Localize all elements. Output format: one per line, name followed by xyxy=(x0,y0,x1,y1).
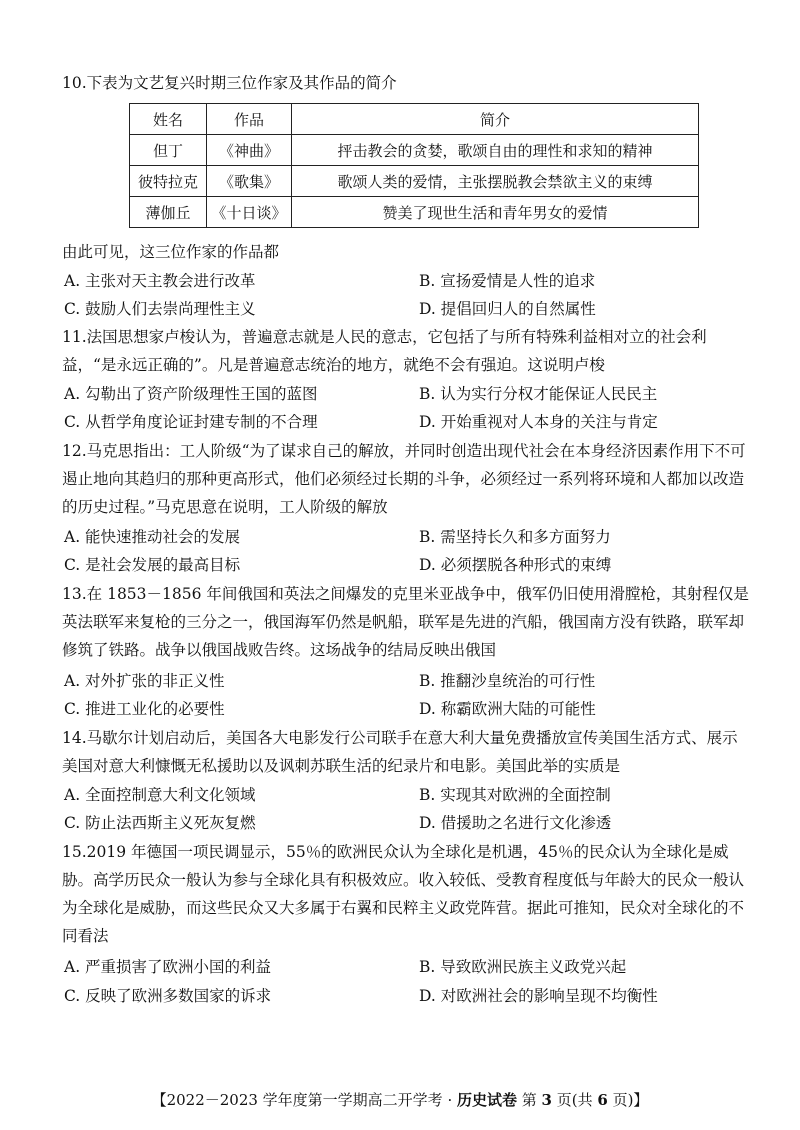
footer-subject: 历史试卷 xyxy=(456,1091,517,1109)
table-header-name: 姓名 xyxy=(130,104,207,135)
table-cell: 彼特拉克 xyxy=(130,166,207,197)
footer-exam-title: 【2022－2023 学年度第一学期高二开学考 · xyxy=(151,1091,457,1109)
table-cell: 《神曲》 xyxy=(207,135,292,166)
table-cell: 薄伽丘 xyxy=(130,197,207,228)
table-row xyxy=(130,135,699,166)
table-header-work: 作品 xyxy=(207,104,292,135)
question-13-stem: 13.在 1853－1856 年间俄国和英法之间爆发的克里米亚战争中，俄军仍旧使用滑膛枪，其射程仅是英法联军来复枪的三分之一，俄国海军仍然是帆船，联军是先进的汽船，俄国南方没有铁路，联军却修筑了铁路。战争以俄国战败告终。这场战争的结局反映出俄国 xyxy=(62,585,749,659)
q10-option-a[interactable]: A. 主张对天主教会进行改革 xyxy=(64,272,256,290)
q11-option-d[interactable]: D. 开始重视对人本身的关注与肯定 xyxy=(419,413,658,431)
q13-option-b[interactable]: B. 推翻沙皇统治的可行性 xyxy=(419,672,596,690)
table-row xyxy=(130,166,699,197)
question-14-stem: 14.马歇尔计划启动后，美国各大电影发行公司联手在意大利大量免费播放宣传美国生活方式、展示美国对意大利慷慨无私援助以及讽刺苏联生活的纪录片和电影。美国此举的实质是 xyxy=(62,729,738,775)
q12-option-c[interactable]: C. 是社会发展的最高目标 xyxy=(64,556,241,574)
q13-option-d[interactable]: D. 称霸欧洲大陆的可能性 xyxy=(419,700,596,718)
table-cell: 歌颂人类的爱情，主张摆脱教会禁欲主义的束缚 xyxy=(292,166,699,197)
table-header-row xyxy=(130,104,699,135)
table-cell: 《歌集》 xyxy=(207,166,292,197)
q12-option-b[interactable]: B. 需坚持长久和多方面努力 xyxy=(419,528,611,546)
question-10-follow: 由此可见，这三位作家的作品都 xyxy=(62,243,280,261)
q11-option-b[interactable]: B. 认为实行分权才能保证人民民主 xyxy=(419,385,658,403)
question-10-stem: 10.下表为文艺复兴时期三位作家及其作品的简介 xyxy=(62,74,397,92)
q10-option-b[interactable]: B. 宣扬爱情是人性的追求 xyxy=(419,272,596,290)
writers-table xyxy=(129,103,699,228)
footer-page-total: 6 xyxy=(597,1091,608,1109)
q15-option-a[interactable]: A. 严重损害了欧洲小国的利益 xyxy=(64,958,272,976)
q14-option-c[interactable]: C. 防止法西斯主义死灰复燃 xyxy=(64,814,256,832)
q11-option-c[interactable]: C. 从哲学角度论证封建专制的不合理 xyxy=(64,413,318,431)
q15-option-b[interactable]: B. 导致欧洲民族主义政党兴起 xyxy=(419,958,627,976)
q14-option-d[interactable]: D. 借援助之名进行文化渗透 xyxy=(419,814,612,832)
table-cell: 抨击教会的贪婪，歌颂自由的理性和求知的精神 xyxy=(292,135,699,166)
q15-option-c[interactable]: C. 反映了欧洲多数国家的诉求 xyxy=(64,987,272,1005)
q15-option-d[interactable]: D. 对欧洲社会的影响呈现不均衡性 xyxy=(419,987,658,1005)
q13-option-a[interactable]: A. 对外扩张的非正义性 xyxy=(64,672,225,690)
q10-option-c[interactable]: C. 鼓励人们去崇尚理性主义 xyxy=(64,300,256,318)
q13-option-c[interactable]: C. 推进工业化的必要性 xyxy=(64,700,225,718)
question-11-stem: 11.法国思想家卢梭认为，普遍意志就是人民的意志，它包括了与所有特殊利益相对立的社会利益，“是永远正确的”。凡是普遍意志统治的地方，就绝不会有强迫。这说明卢梭 xyxy=(62,328,707,374)
question-12-stem: 12.马克思指出：工人阶级“为了谋求自己的解放，并同时创造出现代社会在本身经济因素作用下不可遏止地向其趋归的那种更高形式，他们必须经过长期的斗争，必须经过一系列将环境和人都加以改造的历史过程。”马克思意在说明，工人阶级的解放 xyxy=(62,442,746,516)
q12-option-a[interactable]: A. 能快速推动社会的发展 xyxy=(64,528,241,546)
question-15-stem: 15.2019 年德国一项民调显示，55％的欧洲民众认为全球化是机遇，45％的民众认为全球化是威胁。高学历民众一般认为参与全球化具有积极效应。收入较低、受教育程度低与年龄大的民众一般认为全球化是威胁，而这些民众又大多属于右翼和民粹主义政党阵营。据此可推知，民众对全球化的不同看法 xyxy=(62,843,745,945)
footer-page-mid: 页(共 xyxy=(551,1091,598,1109)
q14-option-b[interactable]: B. 实现其对欧洲的全面控制 xyxy=(419,786,611,804)
page-footer xyxy=(0,1089,800,1110)
q10-option-d[interactable]: D. 提倡回归人的自然属性 xyxy=(419,300,596,318)
footer-page-pre: 第 xyxy=(517,1091,542,1109)
table-cell: 《十日谈》 xyxy=(207,197,292,228)
table-cell: 但丁 xyxy=(130,135,207,166)
q12-option-d[interactable]: D. 必须摆脱各种形式的束缚 xyxy=(419,556,612,574)
footer-page-number: 3 xyxy=(541,1091,552,1109)
footer-page-post: 页)】 xyxy=(607,1091,649,1109)
q14-option-a[interactable]: A. 全面控制意大利文化领域 xyxy=(64,786,256,804)
table-cell: 赞美了现世生活和青年男女的爱情 xyxy=(292,197,699,228)
q11-option-a[interactable]: A. 勾勒出了资产阶级理性王国的蓝图 xyxy=(64,385,318,403)
table-row xyxy=(130,197,699,228)
table-header-intro: 简介 xyxy=(292,104,699,135)
